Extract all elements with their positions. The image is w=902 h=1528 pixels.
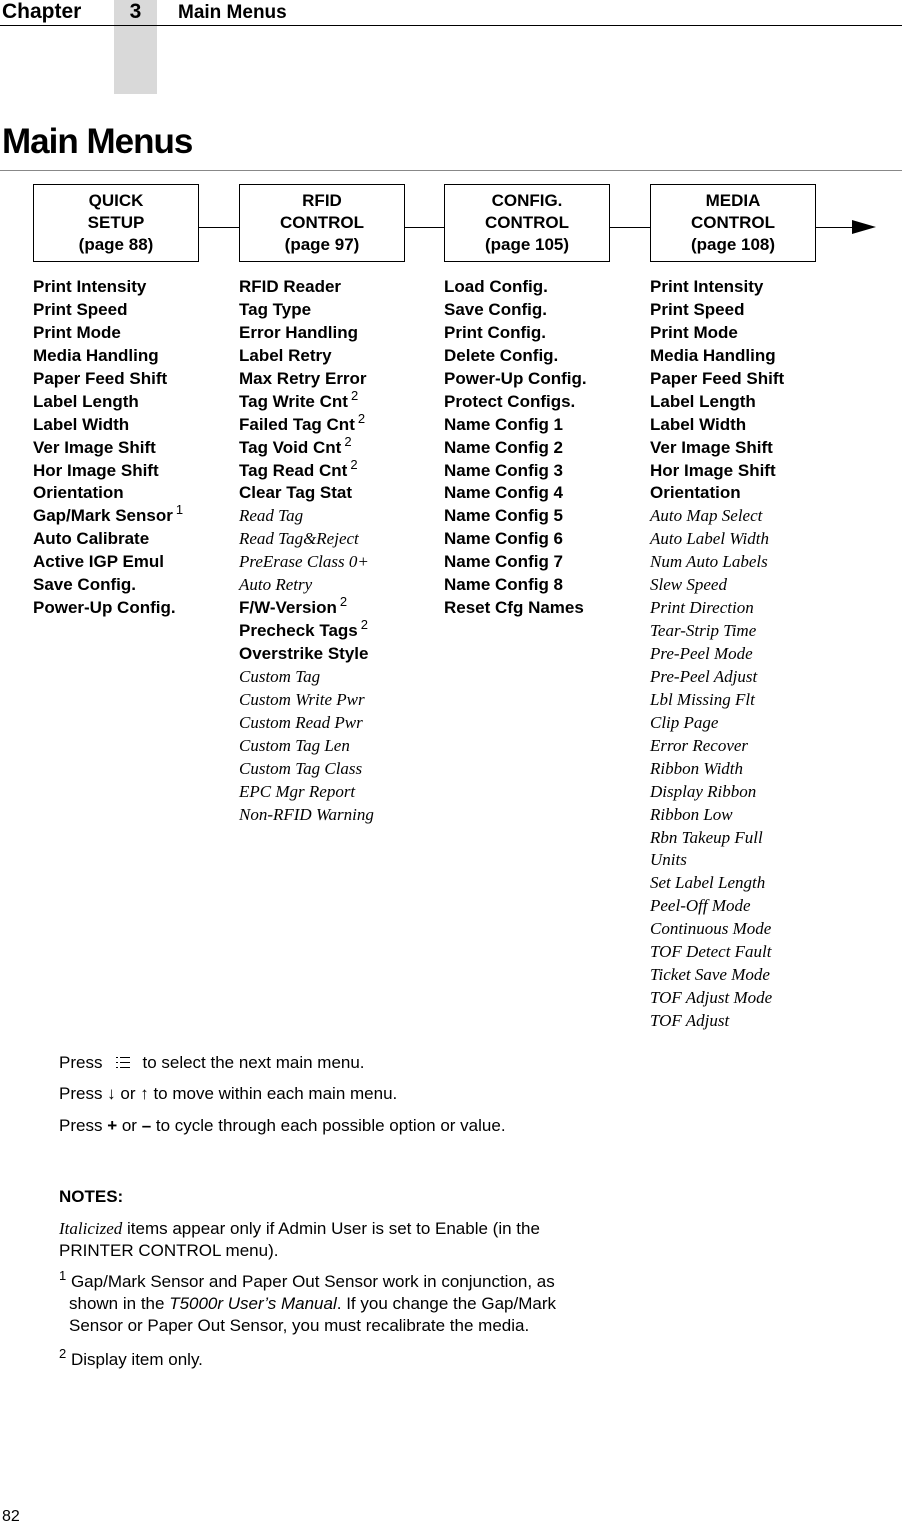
menu-item: Auto Retry: [239, 575, 313, 595]
menu-items-media-control: [650, 276, 784, 1033]
menu-box-line: CONTROL: [279, 213, 365, 232]
menu-box-line: QUICK: [88, 191, 144, 210]
menu-item: Power-Up Config.: [444, 368, 587, 388]
chapter-tab: [114, 0, 157, 94]
menu-item: Media Handling: [33, 345, 159, 365]
menu-items-rfid-control: [239, 276, 374, 827]
notes-heading: NOTES:: [59, 1187, 124, 1206]
menu-item: Rbn Takeup Full: [650, 827, 763, 847]
menu-box-line: MEDIA: [705, 191, 761, 210]
menu-item: Ver Image Shift: [650, 437, 773, 457]
note-italic-word: Italicized: [59, 1219, 123, 1238]
menu-item: Label Width: [33, 414, 130, 434]
page-number: 82: [2, 1508, 20, 1525]
manual-title: T5000r User’s Manual: [169, 1294, 337, 1313]
footnote-mark: 2: [360, 617, 368, 633]
chapter-label: Chapter: [2, 0, 82, 23]
instruction-text: Press: [59, 1053, 103, 1072]
menu-item: Custom Tag Len: [239, 735, 350, 755]
menu-item: Num Auto Labels: [650, 552, 768, 572]
menu-box-media-control: [650, 184, 816, 262]
menu-item: Print Intensity: [33, 277, 147, 296]
instruction-navigate: Press ↓ or ↑ to move within each main menu.: [59, 1084, 398, 1103]
menu-connector: [199, 227, 239, 228]
menu-box-line: SETUP: [87, 213, 145, 232]
menu-item: Print Direction: [650, 598, 754, 618]
menu-item: Paper Feed Shift: [33, 368, 168, 388]
menu-box-line: (page 88): [78, 235, 154, 254]
menu-box-quick-setup: [33, 184, 199, 262]
menu-item: Tag Write Cnt $^2$: [239, 387, 359, 411]
menu-item: Orientation: [650, 483, 741, 503]
menu-item: Save Config.: [444, 299, 547, 319]
menu-items-quick-setup: [33, 276, 183, 620]
menu-item: Custom Read Pwr: [239, 712, 363, 732]
footnote-2: [59, 1346, 203, 1371]
menu-item: Auto Map Select: [650, 506, 763, 526]
menu-item: Print Intensity: [650, 277, 764, 296]
menu-item: Clip Page: [650, 712, 719, 732]
menu-item: Continuous Mode: [650, 919, 772, 939]
footnote-mark: 2: [350, 456, 358, 472]
menu-box-line: CONTROL: [484, 213, 570, 232]
footnote-1: [59, 1268, 556, 1337]
menu-item: Protect Configs.: [444, 391, 576, 411]
menu-item: Name Config 6: [444, 529, 564, 549]
menu-items-config-control: [444, 276, 587, 620]
menu-item: Error Handling: [239, 322, 359, 342]
menu-item: Print Speed: [33, 299, 128, 319]
menu-box-line: (page 105): [484, 235, 570, 254]
menu-connector: [405, 227, 444, 228]
menu-item: Print Config.: [444, 322, 546, 342]
footnote-mark: 2: [339, 594, 348, 610]
menu-item: Name Config 4: [444, 483, 564, 503]
menu-box-line: RFID: [302, 191, 342, 210]
page-title: Main Menus: [2, 122, 193, 161]
menu-connector: [610, 227, 650, 228]
instruction-text: Press: [59, 1116, 108, 1135]
menu-item: Ticket Save Mode: [650, 965, 770, 985]
menu-item: Custom Tag Class: [239, 758, 363, 778]
menu-item: Overstrike Style: [239, 644, 369, 663]
menu-item: Active IGP Emul: [33, 552, 165, 572]
instruction-next-menu: [59, 1053, 365, 1073]
menu-item: Save Config.: [33, 575, 136, 595]
menu-item: Gap/Mark Sensor $^1$: [33, 502, 184, 526]
menu-item: Custom Write Pwr: [239, 689, 365, 709]
menu-item: Failed Tag Cnt $^2$: [239, 410, 366, 434]
menu-box-line: (page 97): [284, 235, 360, 254]
menu-item: Tag Type: [239, 299, 312, 319]
menu-item: F/W-Version $^2$: [239, 594, 348, 618]
title-rule: [0, 170, 902, 171]
menu-connector: [816, 227, 854, 228]
menu-item: Lbl Missing Flt: [650, 689, 755, 709]
menu-item: Name Config 1: [444, 414, 564, 434]
menu-item: Power-Up Config.: [33, 598, 176, 618]
menu-item: Pre-Peel Mode: [650, 644, 753, 663]
running-header-title: Main Menus: [178, 2, 287, 23]
note-text: Display item only.: [66, 1350, 203, 1369]
note-text: Gap/Mark Sensor and Paper Out Sensor work in conjunction, as: [66, 1272, 555, 1291]
menu-item: Ribbon Low: [650, 804, 733, 824]
menu-item: Read Tag&Reject: [239, 529, 359, 549]
menu-item: Name Config 2: [444, 437, 564, 457]
menu-item: Tear-Strip Time: [650, 621, 757, 641]
menu-item: Print Mode: [650, 322, 738, 342]
menu-item: Peel-Off Mode: [650, 896, 751, 916]
menu-item: EPC Mgr Report: [239, 781, 356, 801]
menu-box-config-control: [444, 184, 610, 262]
menu-item: Label Length: [33, 391, 139, 411]
menu-item: TOF Detect Fault: [650, 942, 772, 962]
menu-item: Display Ribbon: [650, 781, 757, 801]
menu-item: Pre-Peel Adjust: [650, 666, 758, 686]
menu-item: Name Config 3: [444, 460, 564, 480]
instruction-cycle: [59, 1116, 506, 1136]
menu-item: Auto Calibrate: [33, 529, 150, 549]
menu-item: Print Mode: [33, 322, 121, 342]
menu-item: Tag Read Cnt $^2$: [239, 456, 358, 480]
footnote-mark: 1: [175, 502, 184, 518]
instruction-text: to select the next main menu.: [142, 1053, 365, 1072]
header-rule: [0, 25, 902, 26]
menu-item: Precheck Tags $^2$: [239, 617, 368, 641]
footnote-mark: 2: [357, 410, 366, 426]
menu-item: Name Config 5: [444, 506, 564, 526]
menu-item: Media Handling: [650, 345, 776, 365]
menu-key-icon: [116, 1056, 130, 1069]
note-text: shown in the: [69, 1294, 170, 1313]
instruction-text: to cycle through each possible option or value.: [151, 1116, 506, 1135]
menu-item: Tag Void Cnt $^2$: [239, 433, 352, 457]
menu-item: Error Recover: [650, 735, 749, 755]
menu-item: Units: [650, 850, 687, 870]
minus-key: –: [141, 1116, 152, 1135]
note-text: . If you change the Gap/Mark: [336, 1294, 556, 1313]
menu-item: TOF Adjust Mode: [650, 988, 773, 1008]
menu-item: Custom Tag: [239, 666, 321, 686]
menu-item: Paper Feed Shift: [650, 368, 785, 388]
footnote-mark: 2: [59, 1346, 67, 1361]
menu-item: Name Config 8: [444, 575, 564, 595]
menu-item: PreErase Class 0+: [239, 552, 369, 572]
menu-box-line: CONTROL: [690, 213, 776, 232]
note-italicized: [59, 1218, 540, 1262]
menu-box-line: (page 108): [690, 235, 776, 254]
menu-item: Set Label Length: [650, 873, 766, 893]
chapter-number: 3: [129, 0, 142, 23]
next-arrow-icon: [852, 220, 876, 234]
menu-item: TOF Adjust: [650, 1011, 730, 1030]
menu-item: Slew Speed: [650, 575, 727, 595]
note-text: items appear only if Admin User is set to Enable (in the: [122, 1219, 540, 1238]
menu-item: Ver Image Shift: [33, 437, 156, 457]
menu-item: RFID Reader: [239, 277, 342, 296]
menu-item: Clear Tag Stat: [239, 483, 353, 503]
plus-key: +: [107, 1116, 118, 1135]
menu-item: Label Width: [650, 414, 747, 434]
menu-box-line: CONFIG.: [491, 191, 563, 210]
menu-item: Label Length: [650, 391, 756, 411]
note-text: PRINTER CONTROL menu).: [59, 1241, 279, 1260]
menu-item: Hor Image Shift: [33, 460, 159, 480]
menu-item: Load Config.: [444, 277, 548, 296]
menu-item: Max Retry Error: [239, 368, 367, 388]
menu-item: Reset Cfg Names: [444, 598, 584, 618]
menu-item: Read Tag: [239, 506, 304, 526]
menu-item: Delete Config.: [444, 345, 559, 365]
menu-item: Auto Label Width: [650, 529, 769, 549]
menu-item: Print Speed: [650, 299, 745, 319]
menu-item: Name Config 7: [444, 552, 564, 572]
footnote-mark: 2: [344, 433, 352, 449]
menu-item: Ribbon Width: [650, 758, 744, 778]
menu-item: Non-RFID Warning: [239, 804, 374, 824]
footnote-mark: 1: [59, 1268, 67, 1283]
menu-item: Label Retry: [239, 345, 332, 365]
menu-item: Hor Image Shift: [650, 460, 776, 480]
instruction-text: or: [117, 1116, 142, 1135]
note-text: Sensor or Paper Out Sensor, you must recalibrate the media.: [69, 1316, 530, 1335]
footnote-mark: 2: [350, 387, 359, 403]
menu-item: Orientation: [33, 483, 124, 503]
menu-box-rfid-control: [239, 184, 405, 262]
